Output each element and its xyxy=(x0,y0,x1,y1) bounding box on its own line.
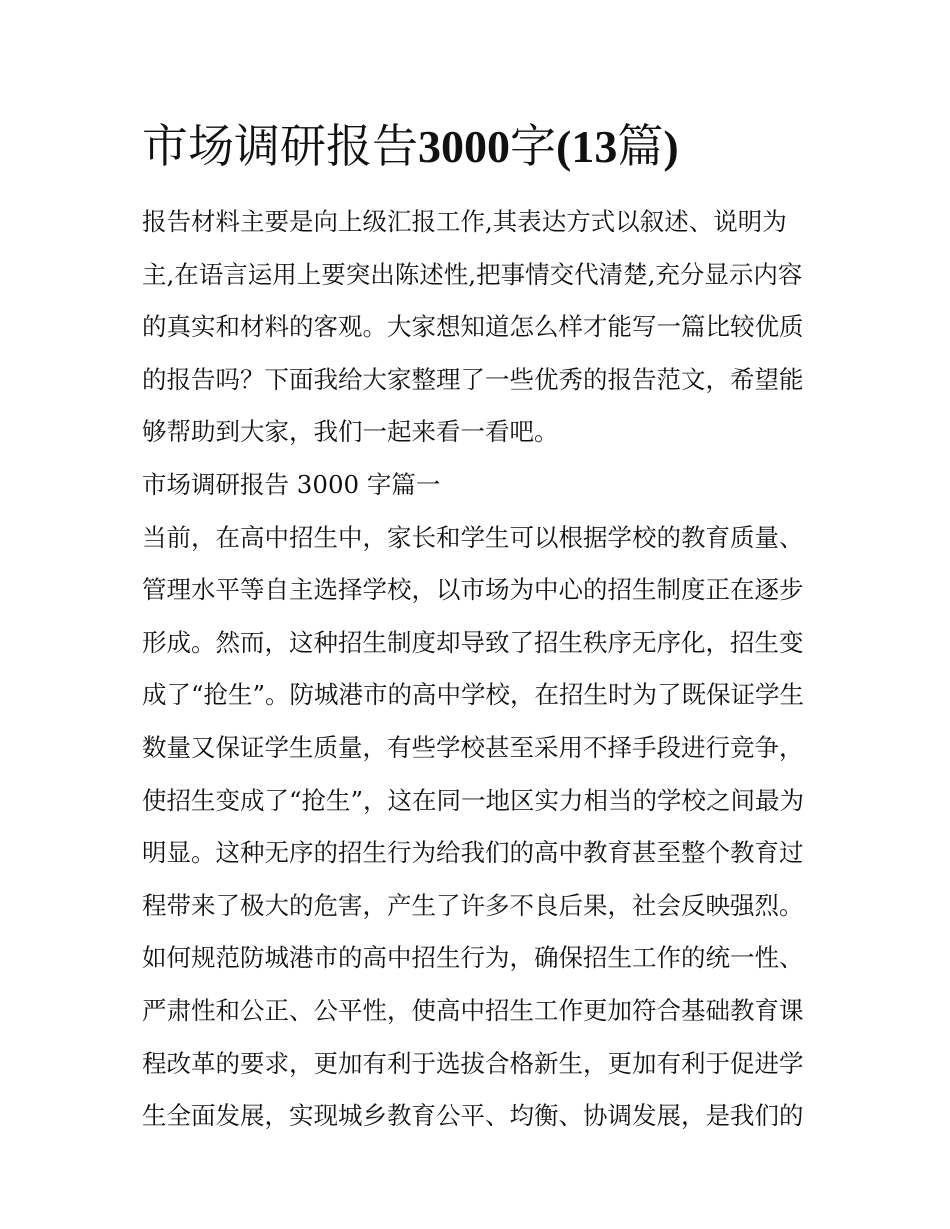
title-paren-open: ( xyxy=(556,121,572,172)
title-text-part: 市场调研报告 xyxy=(142,119,418,173)
body-line: 明显。这种无序的招生行为给我们的高中教育甚至整个教育过 xyxy=(142,838,804,868)
body-line: 使招生变成了“抢生”，这在同一地区实力相当的学校之间最为 xyxy=(142,785,805,815)
body-line: 当前，在高中招生中，家长和学生可以根据学校的教育质量、 xyxy=(142,522,804,552)
section-heading: 市场调研报告 3000 字篇一 xyxy=(142,469,441,499)
body-line: 主,在语言运用上要突出陈述性,把事情交代清楚,充分显示内容 xyxy=(142,259,803,289)
body-line: 严肃性和公正、公平性，使高中招生工作更加符合基础教育课 xyxy=(142,995,804,1025)
body-line: 形成。然而，这种招生制度却导致了招生秩序无序化，招生变 xyxy=(142,627,804,657)
body-line: 程带来了极大的危害，产生了许多不良后果，社会反映强烈。 xyxy=(142,890,804,920)
title-paren-close: ) xyxy=(663,121,679,172)
body-line: 管理水平等自主选择学校，以市场为中心的招生制度正在逐步 xyxy=(142,575,804,605)
body-line: 如何规范防城港市的高中招生行为，确保招生工作的统一性、 xyxy=(142,943,804,973)
document-title xyxy=(142,116,679,177)
body-line: 生全面发展，实现城乡教育公平、均衡、协调发展，是我们的 xyxy=(142,1101,804,1131)
title-text-part: 字 xyxy=(510,119,556,173)
body-line: 成了“抢生”。防城港市的高中学校，在招生时为了既保证学生 xyxy=(142,680,805,710)
body-line: 程改革的要求，更加有利于选拔合格新生，更加有利于促进学 xyxy=(142,1048,804,1078)
body-line: 够帮助到大家，我们一起来看一看吧。 xyxy=(142,417,559,447)
body-line: 的真实和材料的客观。大家想知道怎么样才能写一篇比较优质 xyxy=(142,312,804,342)
document-body xyxy=(142,196,822,1143)
body-line: 的报告吗？下面我给大家整理了一些优秀的报告范文，希望能 xyxy=(142,364,804,394)
body-line: 报告材料主要是向上级汇报工作,其表达方式以叙述、说明为 xyxy=(142,207,787,236)
body-line: 数量又保证学生质量，有些学校甚至采用不择手段进行竞争， xyxy=(142,732,804,762)
title-text-part: 篇 xyxy=(617,119,664,173)
title-number: 3000 xyxy=(418,121,510,172)
title-count: 13 xyxy=(571,121,618,172)
